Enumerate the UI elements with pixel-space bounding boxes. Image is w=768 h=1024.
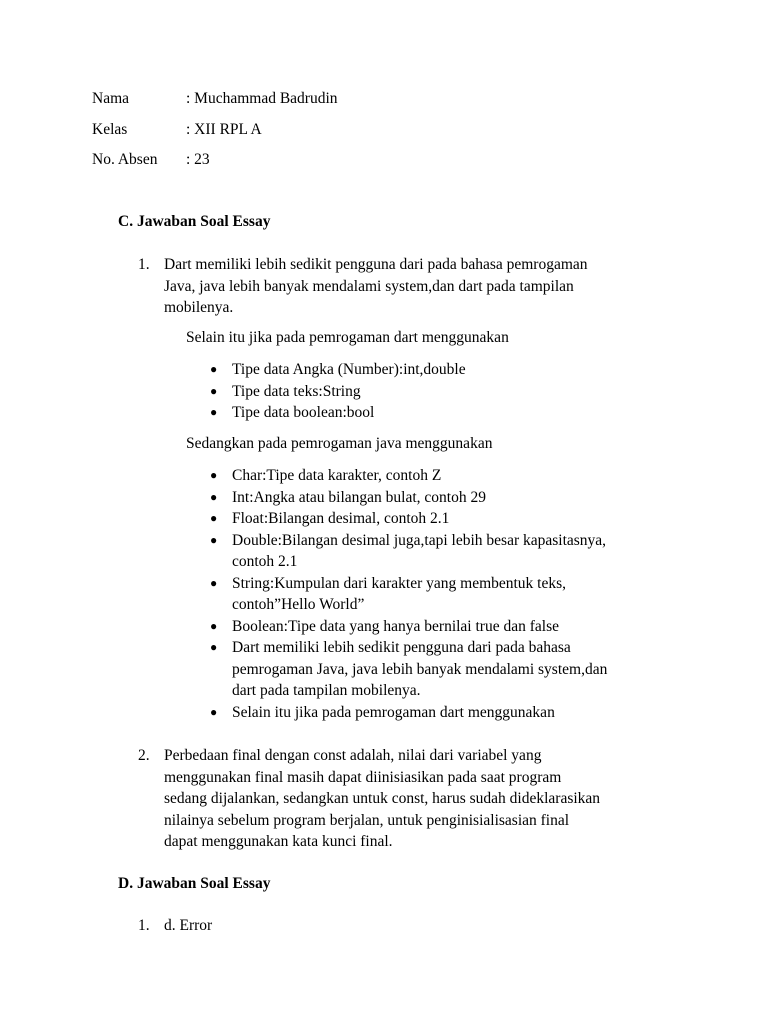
name-label: Nama <box>92 90 130 107</box>
list-item: ● Dart memiliki lebih sedikit pengguna dari pada bahasa pemrogaman Java, java lebih banyak mendalami system,dan dart pada tampilan mobilenya. <box>210 639 608 699</box>
bullet-icon: ● <box>210 489 218 504</box>
question-number: 1. <box>138 917 150 934</box>
bullet-icon: ● <box>210 618 218 633</box>
dart-type-list <box>210 359 680 424</box>
question-number: 1. <box>138 256 150 273</box>
list-item: ● Selain itu jika pada pemrogaman dart menggunakan <box>210 702 680 724</box>
bullet-icon: ● <box>210 383 218 398</box>
bullet-icon: ● <box>210 405 218 419</box>
paragraph-line: Java, java lebih banyak mendalami system,dan dart pada tampilan <box>164 277 574 295</box>
bullet-icon: ● <box>210 640 218 654</box>
list-item: ● Float:Bilangan desimal, contoh 2.1 <box>210 508 680 530</box>
section-c-heading: C. Jawaban Soal Essay <box>118 213 271 230</box>
list-item: ● Boolean:Tipe data yang hanya bernilai true dan false <box>210 616 680 638</box>
bullet-icon: ● <box>210 575 218 590</box>
paragraph-line: nilainya sebelum program berjalan, untuk penginisialisasian final <box>164 811 570 829</box>
class-label: Kelas <box>92 121 128 138</box>
question-number: 2. <box>138 747 150 764</box>
answer-paragraph <box>164 745 684 853</box>
paragraph-line: Perbedaan final dengan const adalah, nilai dari variabel yang <box>164 747 542 764</box>
bullet-icon: ● <box>210 468 218 482</box>
bullet-icon: ● <box>210 532 218 547</box>
paragraph-line: menggunakan final masih dapat diinisiasikan pada saat program <box>164 768 562 786</box>
class-value: : XII RPL A <box>186 121 262 138</box>
list-item: ● String:Kumpulan dari karakter yang membentuk teks, contoh”Hello World” <box>210 574 567 613</box>
paragraph-line: Dart memiliki lebih sedikit pengguna dari pada bahasa pemrogaman <box>164 256 588 273</box>
absen-label: No. Absen <box>92 151 158 168</box>
name-value: : Muchammad Badrudin <box>186 90 338 107</box>
paragraph-line: dapat menggunakan kata kunci final. <box>164 833 393 850</box>
paragraph-line: sedang dijalankan, sedangkan untuk const, harus sudah dideklarasikan <box>164 790 601 807</box>
answer-text: d. Error <box>164 917 213 934</box>
bullet-icon: ● <box>210 511 218 525</box>
bullet-icon: ● <box>210 362 218 376</box>
list-item: ● Double:Bilangan desimal juga,tapi lebih besar kapasitasnya, contoh 2.1 <box>210 531 607 570</box>
paragraph-line: mobilenya. <box>164 299 234 316</box>
java-intro: Sedangkan pada pemrogaman java menggunakan <box>186 435 493 452</box>
section-d-heading: D. Jawaban Soal Essay <box>118 875 271 892</box>
list-item: ● Tipe data boolean:bool <box>210 402 680 424</box>
list-item: ● Tipe data Angka (Number):int,double <box>210 359 680 381</box>
dart-intro: Selain itu jika pada pemrogaman dart menggunakan <box>186 329 509 346</box>
list-item: ● Char:Tipe data karakter, contoh Z <box>210 465 680 487</box>
absen-value: : 23 <box>186 151 210 168</box>
java-type-list <box>210 465 680 723</box>
list-item: ● Int:Angka atau bilangan bulat, contoh 29 <box>210 487 680 509</box>
answer-paragraph <box>164 254 684 319</box>
bullet-icon: ● <box>210 704 218 719</box>
list-item: ● Tipe data teks:String <box>210 381 680 403</box>
